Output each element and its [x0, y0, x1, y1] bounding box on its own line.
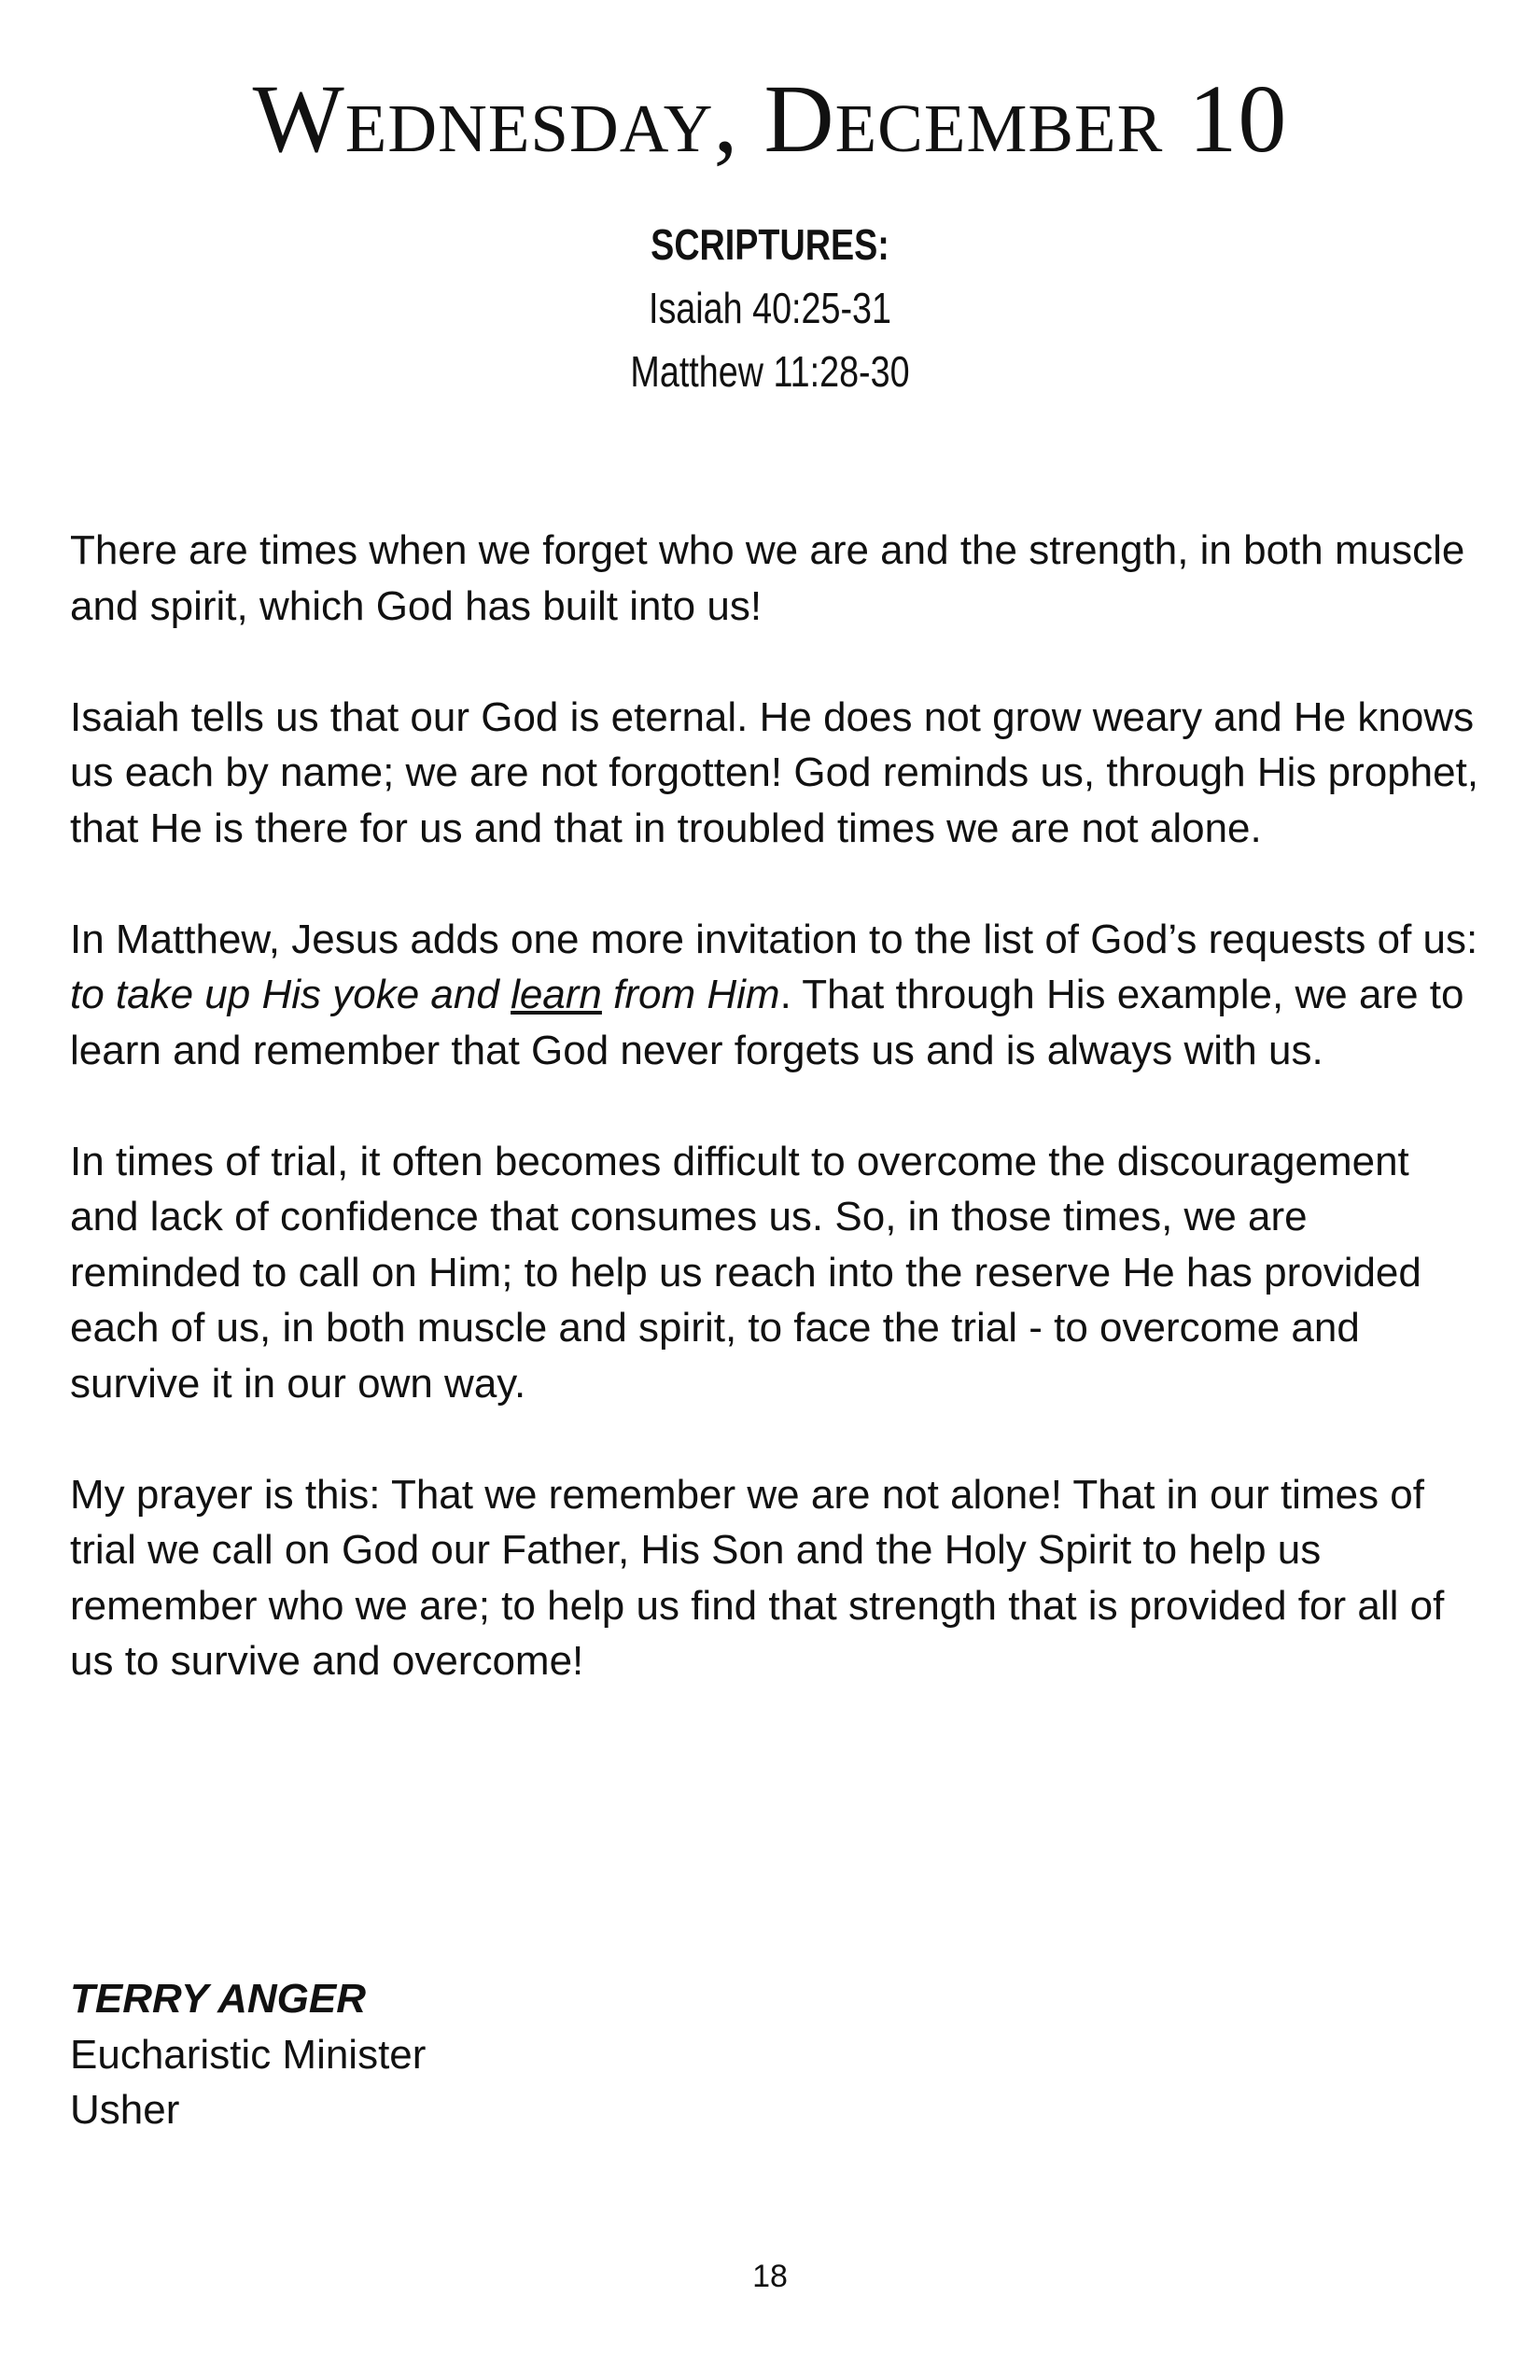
page-title: Wednesday, December 10	[252, 65, 1288, 173]
italic-quote: from Him	[601, 972, 780, 1017]
italic-quote: to take up His yoke and	[70, 972, 511, 1017]
scripture-reference: Isaiah 40:25-31	[648, 284, 892, 332]
scripture-reference: Matthew 11:28-30	[630, 347, 910, 396]
page-number: 18	[752, 2259, 788, 2294]
paragraph-text: . That through His example, we are to learn and remember that God never forgets us and is always with us.	[70, 972, 1464, 1073]
paragraph: Isaiah tells us that our God is eternal. He does not grow weary and He knows us each by name; we are not forgotten! God reminds us, through His prophet, that He is there for us and that in troubled times we are not alone.	[70, 693, 1479, 851]
author-role: Eucharistic Minister	[70, 2031, 427, 2078]
author-block	[70, 1971, 1003, 2138]
paragraph	[70, 912, 1489, 1079]
paragraph: My prayer is this: That we remember we are not alone! That in our times of trial we call on God our Father, His Son and the Holy Spirit to help us remember who we are; to help us find that strength that is provided for all of us to survive and overcome!	[70, 1471, 1445, 1684]
italic-quote-underlined	[511, 972, 602, 1017]
author-role: Usher	[70, 2087, 180, 2133]
scriptures-heading: SCRIPTURES:	[651, 220, 889, 269]
paragraph-text: In Matthew, Jesus adds one more invitation to the list of God’s requests of us:	[70, 916, 1478, 962]
underlined-word: learn	[511, 972, 602, 1017]
author-name: TERRY ANGER	[70, 1976, 367, 2022]
scriptures-block	[0, 213, 1540, 403]
paragraph: There are times when we forget who we are and the strength, in both muscle and spirit, which God has built into us!	[70, 527, 1465, 629]
paragraph: In times of trial, it often becomes difficult to overcome the discouragement and lack of confidence that consumes us. So, in those times, we are reminded to call on Him; to help us reach into the reserve He has provided each of us, in both muscle and spirit, to face the trial - to overcome and survive it in our own way.	[70, 1138, 1421, 1407]
devotional-body	[70, 523, 1489, 1744]
